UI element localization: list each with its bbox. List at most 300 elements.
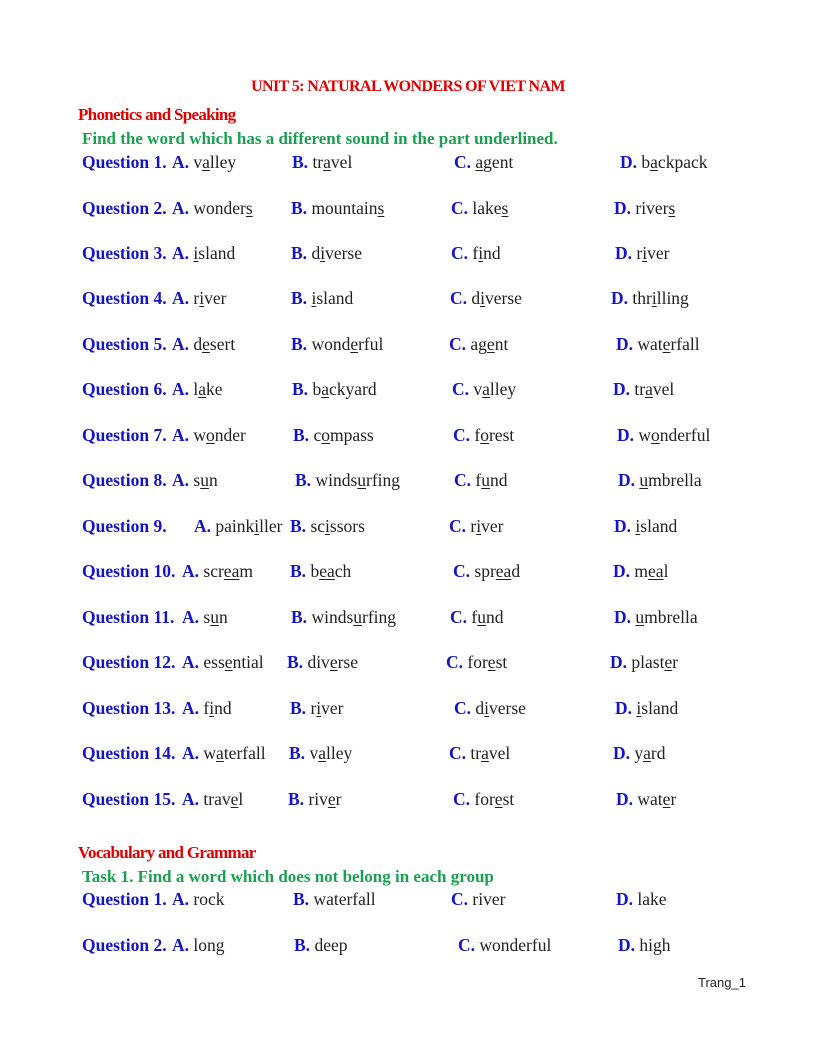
option-letter: D. [618, 470, 636, 490]
answer-option-a[interactable] [172, 425, 246, 446]
answer-option-c[interactable] [454, 698, 526, 719]
answer-option-d[interactable] [616, 789, 676, 810]
option-letter: A. [172, 470, 190, 490]
option-word-start: spr [474, 561, 496, 581]
answer-option-c[interactable] [453, 789, 514, 810]
option-word-end: ller [259, 516, 283, 536]
question-label: Question 6. [82, 379, 167, 399]
answer-option-d[interactable] [618, 470, 702, 491]
answer-option-b[interactable] [292, 152, 352, 173]
answer-option-b[interactable] [292, 379, 377, 400]
vocabulary-heading: Vocabulary and Grammar [78, 843, 256, 862]
underlined-sound: i [651, 288, 657, 308]
underlined-sound: e [230, 789, 239, 809]
underlined-sound: i [636, 698, 642, 718]
underlined-sound: ea [648, 561, 664, 581]
option-word-start: f [472, 243, 479, 263]
answer-option-d[interactable] [618, 935, 671, 956]
option-letter: C. [446, 652, 464, 672]
answer-option-d[interactable] [620, 152, 707, 173]
phonetics-question-row [0, 743, 816, 767]
phonetics-question-row [0, 379, 816, 403]
option-word-start: wat [637, 334, 663, 354]
option-word-start: b [310, 561, 320, 581]
option-letter: A. [172, 425, 190, 445]
underlined-sound: e [327, 789, 336, 809]
answer-option-a[interactable] [182, 743, 266, 764]
option-word-start: b [641, 152, 651, 172]
option-letter: D. [615, 243, 633, 263]
phonetics-question-row [0, 243, 816, 267]
option-word-end: ver [321, 698, 344, 718]
option-letter: C. [453, 789, 471, 809]
underlined-sound: i [484, 698, 490, 718]
answer-option-c[interactable] [453, 561, 520, 582]
option-word-start: m [634, 561, 649, 581]
underlined-sound: u [200, 470, 209, 490]
answer-option-c[interactable] [454, 470, 507, 491]
option-word-end: st [495, 652, 508, 672]
option-word-start: rock [193, 889, 225, 909]
option-letter: D. [618, 935, 636, 955]
option-word-start: f [474, 425, 481, 445]
option-letter: C. [452, 379, 470, 399]
option-letter: C. [449, 334, 467, 354]
underlined-sound: e [486, 334, 495, 354]
phonetics-question-row [0, 789, 816, 813]
option-word-end: nd [483, 243, 501, 263]
answer-option-b[interactable] [293, 889, 376, 910]
phonetics-question-row [0, 425, 816, 449]
option-letter: A. [182, 743, 200, 763]
option-letter: C. [451, 889, 469, 909]
option-word-start: v [309, 743, 319, 763]
option-letter: B. [293, 889, 310, 909]
option-word-end: rfing [362, 607, 397, 627]
underlined-sound: i [635, 516, 641, 536]
answer-option-d[interactable] [616, 334, 700, 355]
answer-option-b[interactable] [290, 516, 365, 537]
answer-option-c[interactable] [450, 288, 522, 309]
option-word-start: for [467, 652, 488, 672]
underlined-sound: s [668, 198, 676, 218]
underlined-sound: i [193, 243, 199, 263]
option-letter: A. [172, 198, 190, 218]
vocabulary-question-row [0, 889, 816, 913]
underlined-sound: i [199, 288, 205, 308]
option-letter: C. [451, 198, 469, 218]
option-word-start: sc [310, 516, 326, 536]
answer-option-d[interactable] [615, 243, 669, 264]
option-word-end: mbrella [648, 470, 702, 490]
option-letter: A. [172, 152, 190, 172]
answer-option-c[interactable] [452, 379, 516, 400]
option-word-start: s [203, 607, 211, 627]
question-label: Question 5. [82, 334, 167, 354]
underlined-sound: e [202, 334, 210, 354]
answer-option-b[interactable] [287, 652, 358, 673]
underlined-sound: o [321, 425, 330, 445]
option-word-end: sland [640, 516, 678, 536]
option-letter: A. [172, 334, 190, 354]
underlined-sound: a [318, 743, 326, 763]
option-word-end: rfall [670, 334, 700, 354]
question-label: Question 8. [82, 470, 167, 490]
page-number: Trang_1 [698, 975, 746, 990]
answer-option-c[interactable] [451, 198, 508, 219]
underlined-sound: e [664, 652, 673, 672]
answer-option-b[interactable] [291, 334, 383, 355]
answer-option-a[interactable] [172, 935, 225, 956]
option-word-start: w [193, 425, 207, 445]
answer-option-b[interactable] [290, 698, 344, 719]
option-letter: A. [182, 652, 200, 672]
option-word-end: nd [485, 607, 504, 627]
option-word-end: l [663, 561, 669, 581]
answer-option-b[interactable] [291, 607, 396, 628]
answer-option-a[interactable] [172, 470, 218, 491]
option-word-start: paink [215, 516, 255, 536]
option-letter: D. [611, 288, 629, 308]
answer-option-b[interactable] [294, 935, 347, 956]
phonetics-question-row [0, 698, 816, 722]
answer-option-d[interactable] [613, 743, 666, 764]
option-letter: C. [450, 607, 468, 627]
answer-option-b[interactable] [290, 561, 351, 582]
option-letter: B. [287, 652, 304, 672]
answer-option-c[interactable] [449, 516, 503, 537]
answer-option-c[interactable] [449, 334, 508, 355]
question-label: Question 2. [82, 935, 167, 955]
underlined-sound: i [311, 288, 317, 308]
option-word-start: r [470, 516, 477, 536]
option-letter: D. [614, 198, 632, 218]
answer-option-d[interactable] [613, 379, 674, 400]
option-letter: C. [449, 516, 467, 536]
option-word-start: f [475, 470, 482, 490]
underlined-sound: a [643, 743, 651, 763]
option-word-start: r [193, 288, 200, 308]
answer-option-c[interactable] [449, 743, 510, 764]
option-letter: D. [614, 516, 632, 536]
option-letter: B. [289, 743, 306, 763]
option-word-end: sland [316, 288, 354, 308]
answer-option-b[interactable] [291, 198, 384, 219]
option-letter: B. [292, 152, 309, 172]
option-word-end: vel [330, 152, 353, 172]
option-word-start: lake [472, 198, 502, 218]
phonetics-question-row [0, 334, 816, 358]
underlined-sound: ea [319, 561, 335, 581]
option-letter: D. [610, 652, 628, 672]
underlined-sound: o [651, 425, 660, 445]
answer-option-a[interactable] [172, 288, 226, 309]
underlined-sound: i [325, 516, 330, 536]
option-word-start: w [638, 425, 652, 445]
option-letter: B. [290, 516, 307, 536]
option-word-end: r [672, 652, 679, 672]
question-label: Question 12. [82, 652, 176, 672]
question-label: Question 9. [82, 516, 167, 536]
option-word-end: n [218, 607, 228, 627]
question-label: Question 7. [82, 425, 167, 445]
answer-option-d[interactable] [610, 652, 678, 673]
answer-option-a[interactable] [182, 789, 243, 810]
option-word-start: r [310, 698, 317, 718]
option-letter: B. [292, 379, 309, 399]
underlined-sound: s [245, 198, 253, 218]
answer-option-a[interactable] [182, 698, 232, 719]
phonetics-question-row [0, 288, 816, 312]
underlined-sound: i [209, 698, 215, 718]
answer-option-a[interactable] [182, 652, 264, 673]
underlined-sound: u [639, 470, 649, 490]
answer-option-d[interactable] [615, 698, 678, 719]
answer-option-c[interactable] [453, 425, 514, 446]
option-word-start: long [193, 935, 225, 955]
answer-option-a[interactable] [182, 561, 253, 582]
underlined-sound: a [481, 743, 489, 763]
option-word-start: c [313, 425, 322, 445]
underlined-sound: o [480, 425, 489, 445]
option-letter: A. [172, 243, 190, 263]
option-letter: C. [453, 561, 471, 581]
underlined-sound: u [635, 607, 645, 627]
option-letter: B. [288, 789, 305, 809]
option-letter: B. [290, 561, 307, 581]
option-word-end: nt [494, 334, 509, 354]
option-letter: D. [613, 379, 631, 399]
underlined-sound: u [357, 470, 366, 490]
option-letter: D. [616, 334, 634, 354]
option-word-start: wond [311, 334, 351, 354]
option-word-start: river [472, 889, 506, 909]
option-word-start: scr [203, 561, 224, 581]
option-word-end: r [335, 789, 342, 809]
answer-option-d[interactable] [617, 425, 710, 446]
option-word-start: tr [312, 152, 324, 172]
option-letter: C. [449, 743, 467, 763]
option-word-start: deep [314, 935, 348, 955]
option-word-end: ntial [232, 652, 264, 672]
answer-option-d[interactable] [613, 561, 668, 582]
option-letter: C. [450, 288, 468, 308]
answer-option-a[interactable] [172, 334, 235, 355]
option-word-end: lley [209, 152, 237, 172]
option-word-end: nderful [659, 425, 711, 445]
answer-option-c[interactable] [458, 935, 551, 956]
underlined-sound: e [487, 652, 496, 672]
option-word-start: l [193, 379, 199, 399]
vocabulary-question-row [0, 935, 816, 959]
underlined-sound: i [480, 288, 486, 308]
answer-option-d[interactable] [616, 889, 667, 910]
option-word-end: rfing [366, 470, 401, 490]
option-word-start: d [471, 288, 481, 308]
underlined-sound: e [350, 334, 359, 354]
option-word-end: ssors [329, 516, 365, 536]
option-letter: A. [172, 889, 190, 909]
question-label: Question 4. [82, 288, 167, 308]
phonetics-question-row [0, 516, 816, 540]
option-letter: D. [613, 561, 631, 581]
option-word-end: ckpack [657, 152, 708, 172]
option-letter: D. [620, 152, 638, 172]
option-word-end: terfall [223, 743, 266, 763]
option-word-start: d [193, 334, 203, 354]
option-word-start: waterfall [313, 889, 376, 909]
underlined-sound: s [377, 198, 385, 218]
option-letter: B. [290, 698, 307, 718]
question-label: Question 1. [82, 152, 167, 172]
answer-option-b[interactable] [288, 789, 342, 810]
answer-option-a[interactable] [172, 152, 236, 173]
underlined-sound: i [476, 516, 482, 536]
option-word-end: rse [337, 652, 358, 672]
answer-option-b[interactable] [291, 288, 353, 309]
option-word-start: v [473, 379, 483, 399]
option-word-start: wonder [193, 198, 246, 218]
option-word-end: mbrella [644, 607, 698, 627]
answer-option-a[interactable] [172, 889, 225, 910]
answer-option-a[interactable] [194, 516, 282, 537]
option-letter: C. [458, 935, 476, 955]
answer-option-a[interactable] [182, 607, 228, 628]
underlined-sound: i [316, 698, 322, 718]
underlined-sound: a [321, 379, 329, 399]
option-letter: B. [293, 425, 310, 445]
option-word-start: winds [311, 607, 354, 627]
option-word-start: ess [203, 652, 225, 672]
option-letter: A. [194, 516, 212, 536]
option-word-end: sland [198, 243, 236, 263]
option-letter: A. [172, 935, 190, 955]
option-letter: D. [616, 889, 634, 909]
option-word-start: v [193, 152, 203, 172]
phonetics-question-row [0, 652, 816, 676]
option-letter: D. [614, 607, 632, 627]
option-word-end: ver [481, 516, 504, 536]
answer-option-b[interactable] [289, 743, 352, 764]
option-letter: D. [615, 698, 633, 718]
underlined-sound: ea [223, 561, 240, 581]
question-label: Question 1. [82, 889, 167, 909]
option-word-start: s [193, 470, 201, 490]
option-letter: B. [294, 935, 311, 955]
unit-title: UNIT 5: NATURAL WONDERS OF VIET NAM [251, 78, 565, 95]
phonetics-heading: Phonetics and Speaking [78, 105, 236, 124]
answer-option-d[interactable] [614, 516, 677, 537]
option-word-start: d [475, 698, 485, 718]
underlined-sound: i [320, 243, 326, 263]
option-word-start: tr [634, 379, 646, 399]
answer-option-a[interactable] [172, 243, 235, 264]
option-word-end: lley [489, 379, 517, 399]
answer-option-a[interactable] [172, 379, 223, 400]
answer-option-d[interactable] [614, 607, 698, 628]
question-label: Question 10. [82, 561, 176, 581]
underlined-sound: i [478, 243, 484, 263]
option-letter: B. [291, 288, 308, 308]
option-word-start: d [311, 243, 321, 263]
underlined-sound: a [216, 743, 224, 763]
option-word-end: rd [650, 743, 666, 763]
option-letter: B. [291, 334, 308, 354]
option-word-start: f [471, 607, 478, 627]
option-letter: C. [451, 243, 469, 263]
option-word-end: nder [214, 425, 246, 445]
underlined-sound: e [662, 789, 671, 809]
option-word-start: for [474, 789, 495, 809]
underlined-sound: a [650, 152, 658, 172]
answer-option-d[interactable] [611, 288, 689, 309]
underlined-sound: e [662, 334, 671, 354]
answer-option-c[interactable] [451, 889, 505, 910]
option-word-end: m [239, 561, 253, 581]
phonetics-instruction: Find the word which has a different sound in the part underlined. [82, 129, 558, 148]
option-letter: A. [172, 379, 190, 399]
option-word-start: winds [315, 470, 358, 490]
option-word-end: verse [325, 243, 362, 263]
option-word-start: r [636, 243, 643, 263]
underlined-sound: e [329, 652, 338, 672]
option-word-end: gent [483, 152, 514, 172]
option-word-start: wat [637, 789, 663, 809]
option-letter: D. [613, 743, 631, 763]
underlined-sound: a [198, 379, 207, 399]
answer-option-c[interactable] [454, 152, 513, 173]
answer-option-c[interactable] [446, 652, 507, 673]
underlined-sound: i [254, 516, 260, 536]
question-label: Question 2. [82, 198, 167, 218]
option-word-end: rful [358, 334, 384, 354]
option-word-start: lake [637, 889, 667, 909]
option-word-start: mountain [311, 198, 378, 218]
answer-option-c[interactable] [450, 607, 503, 628]
option-word-end: ckyard [328, 379, 377, 399]
answer-option-b[interactable] [295, 470, 400, 491]
answer-option-b[interactable] [293, 425, 374, 446]
option-word-end: nd [214, 698, 232, 718]
underlined-sound: a [323, 152, 331, 172]
question-label: Question 14. [82, 743, 176, 763]
option-word-start: ag [470, 334, 487, 354]
option-word-end: nd [489, 470, 508, 490]
underlined-sound: u [210, 607, 219, 627]
option-letter: D. [617, 425, 635, 445]
question-label: Question 3. [82, 243, 167, 263]
option-word-end: d [511, 561, 521, 581]
option-word-end: st [502, 789, 515, 809]
option-word-end: sland [641, 698, 679, 718]
option-letter: D. [616, 789, 634, 809]
underlined-sound: a [645, 379, 653, 399]
option-word-start: riv [308, 789, 328, 809]
option-word-end: ver [647, 243, 670, 263]
option-letter: B. [291, 607, 308, 627]
vocabulary-task-instruction: Task 1. Find a word which does not belong in each group [82, 867, 494, 886]
answer-option-a[interactable] [172, 198, 253, 219]
underlined-sound: s [501, 198, 509, 218]
underlined-sound: e [494, 789, 503, 809]
answer-option-c[interactable] [451, 243, 501, 264]
answer-option-d[interactable] [614, 198, 675, 219]
option-letter: B. [291, 198, 308, 218]
option-letter: C. [454, 152, 472, 172]
answer-option-b[interactable] [291, 243, 362, 264]
phonetics-question-row [0, 152, 816, 176]
underlined-sound: o [206, 425, 215, 445]
